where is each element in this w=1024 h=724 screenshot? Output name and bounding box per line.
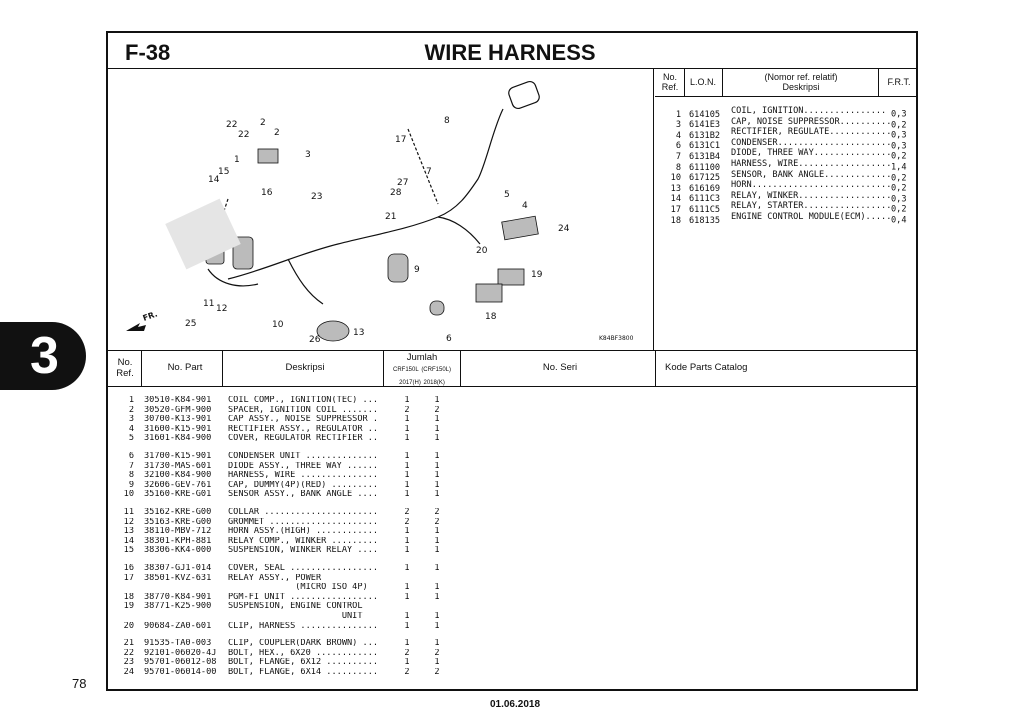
parts-header-divider [107,386,917,387]
wire-harness-diagram [108,69,653,349]
callout-26: 26 [309,335,321,345]
condenser-unit [388,254,408,282]
frame-hatch [165,199,241,270]
ref-table-row: 7 6131B4 DIODE, THREE WAY...............0,2 [675,148,907,162]
front-direction-label: FR. [141,309,159,323]
callout-17: 17 [395,135,407,145]
parts-table-row: 11 35162-KRE-G00 COLLAR ...................... 2 2 [123,508,440,517]
callout-20: 20 [476,246,488,256]
ref-table-row: 13 616169 HORN...........................0,2 [670,180,907,194]
footer-date: 01.06.2018 [489,699,541,710]
parts-desc-header: Deskripsi [285,362,325,373]
ignition-coil-cap [258,149,278,163]
parts-jumlah-header: Jumlah CRF150L (CRF150L) 2017(H) 2018(K) [392,352,451,386]
parts-table-row: (MICRO ISO 4P) 1 1 [228,583,440,593]
figure-code: F-38 [125,40,171,65]
front-arrow-icon [126,323,146,331]
relay-winker [498,269,524,285]
parts-table-row: 16 38307-GJ1-014 COVER, SEAL ................. 1 1 [123,564,440,573]
page-title: WIRE HARNESS [424,40,596,65]
diagram-bottom-divider [107,350,917,351]
ref-table-row: 4 6131B2 RECTIFIER, REGULATE............0,3 [675,127,907,141]
harness-branch-right [438,217,480,244]
pgm-fi-unit [476,284,502,302]
diagram-code: K84BF3800 [599,335,634,342]
callout-5: 5 [504,190,510,200]
parts-table-row: 6 31700-K15-901 CONDENSER UNIT .............. 1 1 [128,452,440,461]
page-number: 78 [72,676,87,691]
parts-part-header: No. Part [167,362,203,373]
callout-3: 3 [305,150,311,160]
callout-21: 21 [385,212,397,222]
parts-table-row: 3 30700-K13-901 CAP ASSY., NOISE SUPPRESSOR . 1 1 [128,415,440,425]
callout-14: 14 [208,175,220,185]
section-tab [0,322,86,390]
parts-table-row: 10 35160-KRE-G01 SENSOR ASSY., BANK ANGLE .... 1 1 [123,490,440,500]
callout-2a: 2 [260,118,266,128]
ref-table-row: 17 6111C5 RELAY, STARTER.................0,2 [670,201,907,215]
callout-1: 1 [234,155,240,165]
callout-23: 23 [311,192,323,202]
regulator-rectifier [502,216,539,240]
callout-6: 6 [446,334,452,344]
callout-27: 27 [397,178,409,188]
parts-table-row: 2 30520-GFM-900 SPACER, IGNITION COIL ....... 2 2 [128,405,440,415]
parts-table-row: 9 32606-GEV-761 CAP, DUMMY(4P)(RED) ......... 1 1 [128,480,440,490]
parts-table-row: 22 92101-06020-4J BOLT, HEX., 6X20 ............ 2 2 [123,648,440,658]
ref-table-row: 14 6111C3 RELAY, WINKER..................0,3 [670,190,907,205]
ref-table-header-divider [655,96,917,97]
callout-25: 25 [185,319,197,329]
parts-table-row: 13 38110-MBV-712 HORN ASSY.(HIGH) ............ 1 1 [123,527,440,537]
callout-28: 28 [390,188,402,198]
parts-table-row: UNIT 1 1 [228,612,440,621]
parts-table-row: 15 38306-KK4-000 SUSPENSION, WINKER RELAY .... 1 1 [123,546,440,556]
ref-table-row: 18 618135 ENGINE CONTROL MODULE(ECM).....0,4 [670,212,907,226]
parts-table-row: 12 35163-KRE-G00 GROMMET ..................... 2 2 [123,517,440,527]
callout-4: 4 [522,201,528,211]
parts-table-row: 8 32100-K84-900 HARNESS, WIRE ............... 1 1 [128,471,440,481]
callout-15: 15 [218,167,230,177]
callout-16: 16 [261,188,273,198]
callout-22a: 22 [226,120,238,130]
ref-table-row: 6 6131C1 CONDENSER......................0,3 [675,137,907,152]
harness-connector-top [507,80,541,110]
section-number: 3 [30,327,59,385]
callout-24: 24 [558,224,570,234]
parts-table-row: 23 95701-06012-08 BOLT, FLANGE, 6X12 .......... 1 1 [123,658,440,668]
ref-table-row: 10 617125 SENSOR, BANK ANGLE.............0,2 [670,169,907,184]
parts-table-row: 24 95701-06014-00 BOLT, FLANGE, 6X14 .......... 2 2 [123,668,440,677]
callout-13: 13 [353,328,365,338]
parts-table-row: 21 91535-TA0-003 CLIP, COUPLER(DARK BROWN) ... 1 1 [123,639,440,649]
horn [317,321,349,341]
bank-angle-sensor [430,301,444,315]
callout-10: 10 [272,320,284,330]
callout-2b: 2 [274,128,280,138]
parts-table-row: 19 38771-K25-900 SUSPENSION, ENGINE CONTROL [123,602,363,612]
harness-branch-lower [288,259,323,304]
callout-9: 9 [414,265,420,275]
ref-table-row: 1 614105 COIL, IGNITION................ 0,3 [675,106,907,120]
ref-table-desc-header: (Nomor ref. relatif) Deskripsi [764,72,838,92]
parts-table-row: 1 30510-K84-901 COIL COMP., IGNITION(TEC) ... 1 1 [128,396,440,405]
parts-table-row: 5 31601-K84-900 COVER, REGULATOR RECTIFIER .. 1 1 [128,434,440,444]
ref-table-row: 8 611100 HARNESS, WIRE..................1,4 [675,159,907,173]
parts-table-row: 17 38501-KVZ-631 RELAY ASSY., POWER [123,573,322,583]
parts-table-row: 7 31730-MAS-601 DIODE ASSY., THREE WAY ...... 1 1 [128,461,440,471]
parts-table-row: 20 90684-ZA0-601 CLIP, HARNESS ............... 1 1 [123,621,440,631]
callout-22b: 22 [238,130,250,140]
parts-serial-header: No. Seri [542,362,578,373]
callout-11: 11 [203,299,215,309]
callout-12: 12 [216,304,228,314]
callout-19: 19 [531,270,543,280]
diagram-divider [653,68,654,350]
callout-8: 8 [444,116,450,126]
callout-7: 7 [426,167,432,177]
ref-table-no-header: No. Ref. [661,72,679,92]
parts-table-row: 18 38770-K84-901 PGM-FI UNIT ................. 1 1 [123,592,440,602]
ref-table-lon-header: L.O.N. [689,77,716,87]
parts-no-header: No. Ref. [116,357,134,379]
ref-table-row: 3 6141E3 CAP, NOISE SUPPRESSOR..........0,2 [675,116,907,131]
ref-table-frt-header: F.R.T. [887,77,911,87]
callout-18: 18 [485,312,497,322]
parts-table-row: 14 38301-KPH-881 RELAY COMP., WINKER ......... 1 1 [123,536,440,546]
parts-catalog-header: Kode Parts Catalog [665,362,748,373]
parts-table-row: 4 31600-K15-901 RECTIFIER ASSY., REGULATOR .. 1 1 [128,424,440,434]
